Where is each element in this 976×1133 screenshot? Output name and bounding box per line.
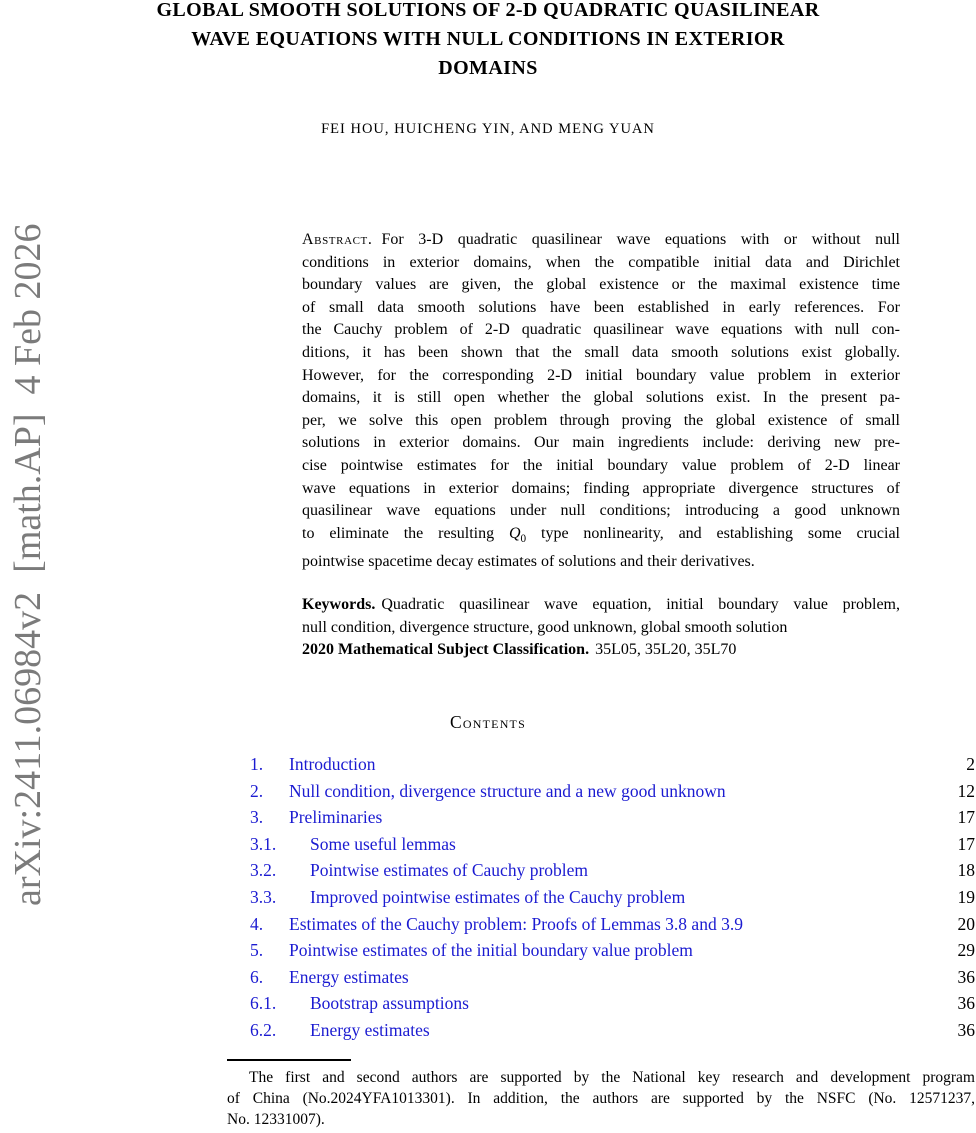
abstract-line: wave equations in exterior domains; finding appropriate divergence structures of bbox=[302, 479, 900, 497]
toc-entry-page: 29 bbox=[957, 940, 975, 961]
toc-entry-page: 36 bbox=[957, 993, 975, 1014]
keywords-line-1 bbox=[302, 594, 900, 617]
toc-entry-page: 17 bbox=[957, 833, 975, 854]
toc-entry[interactable] bbox=[250, 1017, 975, 1044]
toc-entry-label[interactable]: Bootstrap assumptions bbox=[310, 993, 469, 1014]
toc-entry-page: 2 bbox=[966, 754, 975, 774]
toc-entry-number[interactable]: 6.1. bbox=[250, 993, 277, 1014]
toc-entry-label[interactable]: Preliminaries bbox=[289, 807, 383, 828]
abstract-line: solutions in exterior domains. Our main ingredients include: deriving new pre- bbox=[302, 434, 900, 452]
toc-entry-page: 36 bbox=[957, 1019, 975, 1040]
title-line-1: GLOBAL SMOOTH SOLUTIONS OF 2-D QUADRATIC QUASILINEAR bbox=[156, 0, 820, 21]
authors-line: FEI HOU, HUICHENG YIN, AND MENG YUAN bbox=[321, 121, 655, 137]
abstract-line: domains, it is still open whether the global solutions exist. In the present pa- bbox=[302, 389, 900, 407]
abstract-block bbox=[302, 229, 900, 573]
toc-entry-page: 17 bbox=[957, 807, 975, 828]
toc-entry-number[interactable]: 3. bbox=[250, 807, 264, 828]
abstract-line: ditions, it has been shown that the small data smooth solutions exist globally. bbox=[302, 343, 900, 361]
toc-entry-label[interactable]: Introduction bbox=[289, 754, 376, 774]
title-line-3: DOMAINS bbox=[438, 57, 538, 79]
toc-entry-label[interactable]: Energy estimates bbox=[289, 966, 409, 987]
abstract-line: conditions in exterior domains, when the compatible initial data and Dirichlet bbox=[302, 253, 900, 271]
abstract-line: pointwise spacetime decay estimates of solutions and their derivatives. bbox=[302, 552, 755, 570]
abstract-line: to eliminate the resulting $Q_0$ type nonlinearity, and establishing some crucial bbox=[302, 524, 900, 545]
paper-title bbox=[114, 0, 862, 83]
arxiv-watermark: arXiv:2411.06984v2 [math.AP] 4 Feb 2026 bbox=[7, 223, 49, 906]
toc-entry[interactable] bbox=[250, 804, 975, 831]
toc-entry-page: 20 bbox=[957, 913, 975, 934]
toc-entry-label[interactable]: Energy estimates bbox=[310, 1019, 430, 1040]
toc-entry-number[interactable]: 3.2. bbox=[250, 860, 277, 881]
keywords-text: Quadratic quasilinear wave equation, initial boundary value problem, bbox=[381, 596, 900, 613]
toc-entry[interactable] bbox=[250, 857, 975, 884]
footnote-line-3: No. 12331007). bbox=[227, 1110, 325, 1128]
toc-entry[interactable] bbox=[250, 751, 975, 778]
abstract-line: cise pointwise estimates for the initial boundary value problem of 2-D linear bbox=[302, 456, 900, 474]
abstract-line: per, we solve this open problem through proving the global existence of small bbox=[302, 411, 900, 429]
footnote-rule bbox=[227, 1059, 351, 1061]
toc-entry[interactable] bbox=[250, 778, 975, 805]
toc-entry-number[interactable]: 3.3. bbox=[250, 886, 277, 907]
toc-entry-label[interactable]: Pointwise estimates of Cauchy problem bbox=[310, 860, 589, 881]
keywords-block bbox=[302, 594, 900, 662]
math-symbol: Q bbox=[508, 524, 521, 542]
abstract-line: Abstract. For 3-D quadratic quasilinear wave equations with or without null bbox=[302, 231, 900, 248]
math-subscript: 0 bbox=[520, 532, 527, 545]
toc-entry-number[interactable]: 3.1. bbox=[250, 833, 277, 854]
abstract-heading: Abstract. bbox=[302, 231, 373, 248]
toc-entry-page: 36 bbox=[957, 966, 975, 987]
abstract-line: of small data smooth solutions have been established in early references. For bbox=[302, 298, 900, 316]
toc-entry-page: 18 bbox=[957, 860, 975, 881]
title-line-2: WAVE EQUATIONS WITH NULL CONDITIONS IN EXTERIOR bbox=[191, 28, 785, 50]
toc-entry-number[interactable]: 6. bbox=[250, 966, 264, 987]
toc-entry-number[interactable]: 5. bbox=[250, 940, 264, 961]
toc-entry-label[interactable]: Estimates of the Cauchy problem: Proofs of Lemmas 3.8 and 3.9 bbox=[289, 913, 743, 934]
toc-entry-page: 12 bbox=[957, 780, 975, 801]
toc-entry-label[interactable]: Improved pointwise estimates of the Cauchy problem bbox=[310, 886, 686, 907]
abstract-line: boundary values are given, the global existence or the maximal existence time bbox=[302, 276, 900, 294]
contents-heading: Contents bbox=[450, 712, 526, 732]
keywords-line-2: null condition, divergence structure, good unknown, global smooth solution bbox=[302, 618, 788, 636]
abstract-line: quasilinear wave equations under null conditions; introducing a good unknown bbox=[302, 502, 900, 520]
footnote-line-2: of China (No.2024YFA1013301). In addition, the authors are supported by the NSFC (No. 12571237, bbox=[227, 1089, 975, 1107]
msc-line bbox=[302, 639, 900, 662]
toc-entry-number[interactable]: 4. bbox=[250, 913, 264, 934]
toc-entry-label[interactable]: Some useful lemmas bbox=[310, 833, 456, 854]
keywords-label: Keywords. bbox=[302, 596, 376, 613]
toc-entry[interactable] bbox=[250, 884, 975, 911]
msc-text: 35L05, 35L20, 35L70 bbox=[595, 641, 737, 659]
msc-label: 2020 Mathematical Subject Classification. bbox=[302, 641, 590, 659]
toc-entry[interactable] bbox=[250, 831, 975, 858]
toc-entry-number[interactable]: 2. bbox=[250, 780, 264, 801]
toc-entry-number[interactable]: 6.2. bbox=[250, 1019, 277, 1040]
toc-entry-number[interactable]: 1. bbox=[250, 754, 264, 774]
toc-entry[interactable] bbox=[250, 964, 975, 991]
toc-entry-label[interactable]: Pointwise estimates of the initial boundary value problem bbox=[289, 940, 693, 961]
table-of-contents bbox=[250, 751, 975, 1044]
abstract-line: However, for the corresponding 2-D initial boundary value problem in exterior bbox=[302, 366, 900, 384]
toc-entry[interactable] bbox=[250, 990, 975, 1017]
abstract-line: the Cauchy problem of 2-D quadratic quasilinear wave equations with null con- bbox=[302, 321, 900, 339]
footnote-line-1: The first and second authors are supported by the National key research and development program bbox=[249, 1069, 975, 1086]
toc-entry-page: 19 bbox=[957, 886, 975, 907]
footnote-block bbox=[227, 1068, 975, 1130]
toc-entry-label[interactable]: Null condition, divergence structure and a new good unknown bbox=[289, 780, 726, 801]
toc-entry[interactable] bbox=[250, 937, 975, 964]
toc-entry[interactable] bbox=[250, 911, 975, 938]
